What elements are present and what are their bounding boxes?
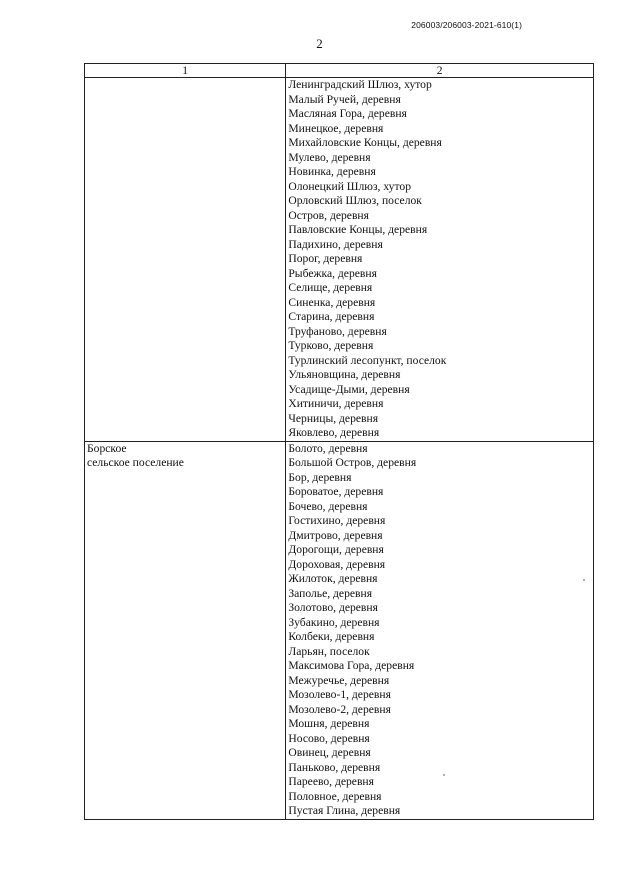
settlement-entry: Бочево, деревня [288,499,368,513]
settlement-entry: Яковлево, деревня [288,426,380,439]
settlement-entry: Ленинградский Шлюз, хутор [288,78,432,91]
settlement-entry: Максимова Гора, деревня [288,659,415,672]
settlements-cell [286,441,594,819]
scan-speck [443,774,445,776]
settlement-entry: Старина, деревня [288,310,375,323]
document-id: 206003/206003-2021-610(1) [411,20,522,30]
settlement-entry: Усадище-Дыми, деревня [288,382,410,396]
settlement-entry: Ларьян, поселок [288,644,370,658]
settlement-entry: Дорогощи, деревня [288,543,384,556]
settlement-entry: Олонецкий Шлюз, хутор [288,179,411,193]
settlements-cell [286,78,594,442]
settlement-entry: Малый Ручей, деревня [288,92,401,106]
settlement-entry: Гостихино, деревня [288,514,386,527]
municipality-name-line: сельское поселение [87,456,184,469]
settlement-entry: Синенка, деревня [288,295,376,309]
settlement-entry: Хитиничи, деревня [288,397,384,410]
settlement-entry: Жилоток, деревня [288,572,378,585]
settlement-entry: Дмитрово, деревня [288,528,383,542]
settlement-entry: Межуречье, деревня [288,673,390,687]
settlement-entry: Новинка, деревня [288,165,376,178]
settlement-entry: Турково, деревня [288,339,374,352]
settlement-entry: Мозолево-2, деревня [288,702,391,716]
table-header-row [85,64,594,78]
settlement-entry: Пустая Глина, деревня [288,804,401,817]
settlement-entry: Заполье, деревня [288,586,373,600]
scan-speck [583,579,585,581]
settlements-table [84,63,594,820]
page-number: 2 [316,36,323,51]
table-row [85,78,594,442]
settlement-entry: Труфаново, деревня [288,324,387,338]
municipality-name-line: Борское [87,441,127,455]
settlement-entry: Падихино, деревня [288,237,383,251]
settlement-entry: Масляная Гора, деревня [288,107,407,120]
settlement-entry: Мошня, деревня [288,717,370,730]
settlement-entry: Носово, деревня [288,731,370,745]
settlement-entry: Болото, деревня [288,441,368,455]
settlement-entry: Порог, деревня [288,252,363,265]
settlement-entry: Золотово, деревня [288,601,378,614]
settlement-entry: Мозолево-1, деревня [288,688,391,701]
municipality-cell [85,78,286,442]
column-header-2: 2 [286,64,594,78]
table-row [85,441,594,819]
column-header-1: 1 [85,64,286,78]
settlement-entry: Остров, деревня [288,208,369,222]
settlement-entry: Ульяновщина, деревня [288,368,401,381]
settlement-entry: Орловский Шлюз, поселок [288,194,422,207]
settlement-entry: Пареево, деревня [288,775,374,788]
settlement-entry: Половное, деревня [288,789,382,803]
settlement-entry: Бор, деревня [288,470,352,484]
settlement-entry: Черницы, деревня [288,411,379,425]
settlement-entry: Дороховая, деревня [288,557,386,571]
settlement-entry: Паньково, деревня [288,760,381,774]
settlement-entry: Михайловские Концы, деревня [288,136,442,149]
settlement-entry: Овинец, деревня [288,746,371,759]
settlement-entry: Колбеки, деревня [288,630,375,643]
settlement-entry: Минецкое, деревня [288,121,384,135]
settlement-entry: Павловские Концы, деревня [288,223,428,236]
table-body [85,78,594,820]
settlement-entry: Бороватое, деревня [288,485,384,498]
settlement-entry: Селище, деревня [288,281,373,294]
settlement-entry: Рыбежка, деревня [288,266,377,280]
settlement-entry: Большой Остров, деревня [288,456,417,469]
settlement-entry: Зубакино, деревня [288,615,380,629]
municipality-cell [85,441,286,819]
settlement-entry: Мулево, деревня [288,150,371,164]
settlement-entry: Турлинский лесопункт, поселок [288,353,447,367]
